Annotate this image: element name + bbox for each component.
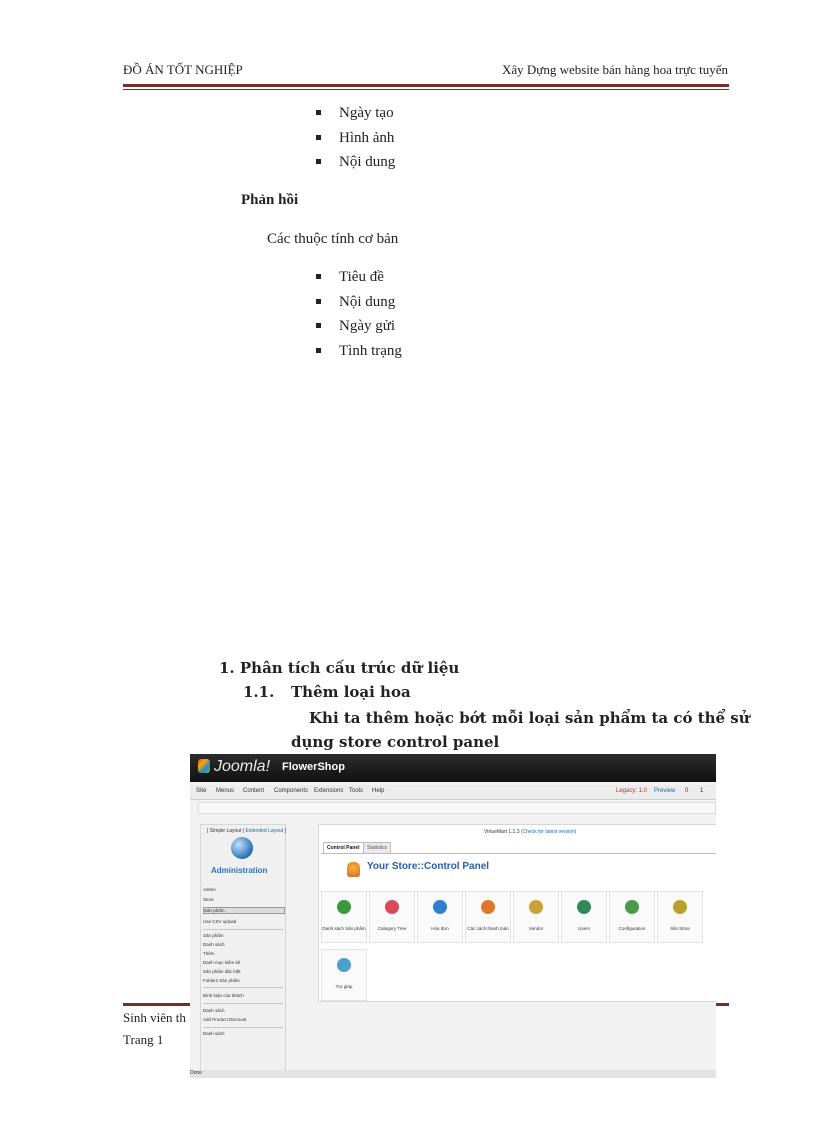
feedback-heading: Phản hồi [241,192,299,208]
legacy-badge: Legacy: 1.0 [616,788,648,794]
tile-orders[interactable]: Hóa đơn [417,891,463,943]
virtuemart-sidebar [200,824,286,1076]
footer-rule [123,1003,193,1006]
site-store-icon [673,900,687,914]
sidebar-divider [203,1003,283,1004]
virtuemart-globe-icon [231,837,253,859]
sidebar-item-products[interactable]: Sản phẩm [203,907,285,914]
help-icon [337,958,351,972]
status-bar: Done [190,1070,716,1078]
layout-switch: [ Simple Layout | Extended Layout ] [207,828,286,834]
joomla-logo-icon [198,759,210,773]
subsection-number: 1.1. [243,683,275,701]
extended-layout-link[interactable]: Extended Layout [245,828,284,834]
footer-student: Sinh viên th [123,1010,186,1025]
latest-version-link[interactable]: (Check for latest version) [520,829,577,835]
sidebar-item-special[interactable]: Sản phẩm đặc biệt [203,969,241,974]
tile-payment-methods[interactable]: Các cách thanh toán [465,891,511,943]
product-list-icon [337,900,351,914]
sidebar-item-add-discount[interactable]: Add Product Discount [203,1017,247,1022]
orders-icon [433,900,447,914]
feedback-intro: Các thuộc tính cơ bản [267,231,399,247]
menu-item-menus[interactable]: Menus [216,788,235,794]
sidebar-item-folders[interactable]: Folders Sản phẩm [203,978,240,983]
tab-control-panel[interactable]: Control Panel [323,842,364,853]
sidebar-item-list[interactable]: Danh sách [203,942,225,947]
subsection-title: Thêm loại hoa [291,683,411,701]
administration-title: Administration [211,866,268,875]
list-item: Tiêu đề [316,265,516,290]
tile-category-tree[interactable]: Category Tree [369,891,415,943]
panel-tabs [321,841,716,854]
tile-help[interactable]: Trợ giúp [321,949,367,1001]
sidebar-item-admin[interactable]: Admin [203,887,216,892]
category-tree-icon [385,900,399,914]
list-item: Nội dung [316,150,516,175]
version-info: VirtueMart 1.1.3 (Check for latest version) [484,829,577,835]
payment-icon [481,900,495,914]
header-left: ĐỒ ÁN TỐT NGHIỆP [123,62,243,77]
header-rule [123,84,729,87]
paragraph-line-2: dụng store control panel [291,733,500,751]
control-panel [318,824,716,1002]
list-item: Tình trạng [316,339,516,364]
sidebar-item-list-2[interactable]: Danh sách [203,1031,225,1036]
sidebar-divider [203,987,283,988]
sidebar-item-inventory[interactable]: Danh mục kiểm kê [203,960,241,965]
menu-item-site[interactable]: Site [196,788,207,794]
sidebar-divider [203,1027,283,1028]
menu-item-tools[interactable]: Tools [349,788,364,794]
list-item: Nội dung [316,290,516,315]
tab-statistics[interactable]: Statistics [363,842,391,853]
tile-product-list[interactable]: Danh sách Sản phẩm [321,891,367,943]
joomla-menubar [190,785,716,800]
joomla-screenshot [190,754,716,1078]
sidebar-item-discount-list[interactable]: Danh sách [203,1008,225,1013]
menu-item-extensions[interactable]: Extensions [314,788,344,794]
site-name: FlowerShop [282,761,345,773]
toolbar-row [198,802,716,814]
menu-item-components[interactable]: Components [274,788,309,794]
sidebar-item-reviews[interactable]: Bình luận của khách [203,993,244,998]
joomla-logo-text: Joomla! [214,758,271,775]
configuration-icon [625,900,639,914]
menu-item-content[interactable]: Content [243,788,265,794]
control-panel-title: Your Store::Control Panel [367,861,490,872]
list-item: Hình ảnh [316,126,516,151]
sidebar-item-csv[interactable]: Use CSV upload [203,919,237,924]
header-rule-thin [123,89,729,90]
header-right: Xây Dựng website bán hàng hoa trực tuyến [501,62,728,77]
footer-rule-right [716,1003,729,1006]
vendor-icon [529,900,543,914]
tile-vendor[interactable]: Vendor [513,891,559,943]
attribute-list-1 [316,101,516,175]
sidebar-item-add[interactable]: Thêm [203,951,215,956]
tile-users[interactable]: Users [561,891,607,943]
footer-page: Trang 1 [123,1032,164,1047]
joomla-logo [198,758,270,776]
sidebar-divider [203,929,283,930]
paragraph-line-1: Khi ta thêm hoặc bớt mỗi loại sản phẩm ta có thể sử [309,709,750,727]
user-count: 1 [700,788,704,794]
users-icon [577,900,591,914]
joomla-topbar [190,754,716,782]
store-icon [347,862,360,877]
preview-link[interactable]: Preview [654,788,676,794]
list-item: Ngày gửi [316,314,516,339]
sidebar-item-store[interactable]: Store [203,897,214,902]
sidebar-group-products: Sản phẩm [203,933,224,938]
section-heading: 1. Phân tích cấu trúc dữ liệu [219,659,460,677]
menu-item-help[interactable]: Help [372,788,385,794]
tile-configuration[interactable]: Configuration [609,891,655,943]
feedback-attribute-list [316,265,516,363]
tile-site-store[interactable]: Site Store [657,891,703,943]
message-count: 0 [685,788,689,794]
list-item: Ngày tạo [316,101,516,126]
